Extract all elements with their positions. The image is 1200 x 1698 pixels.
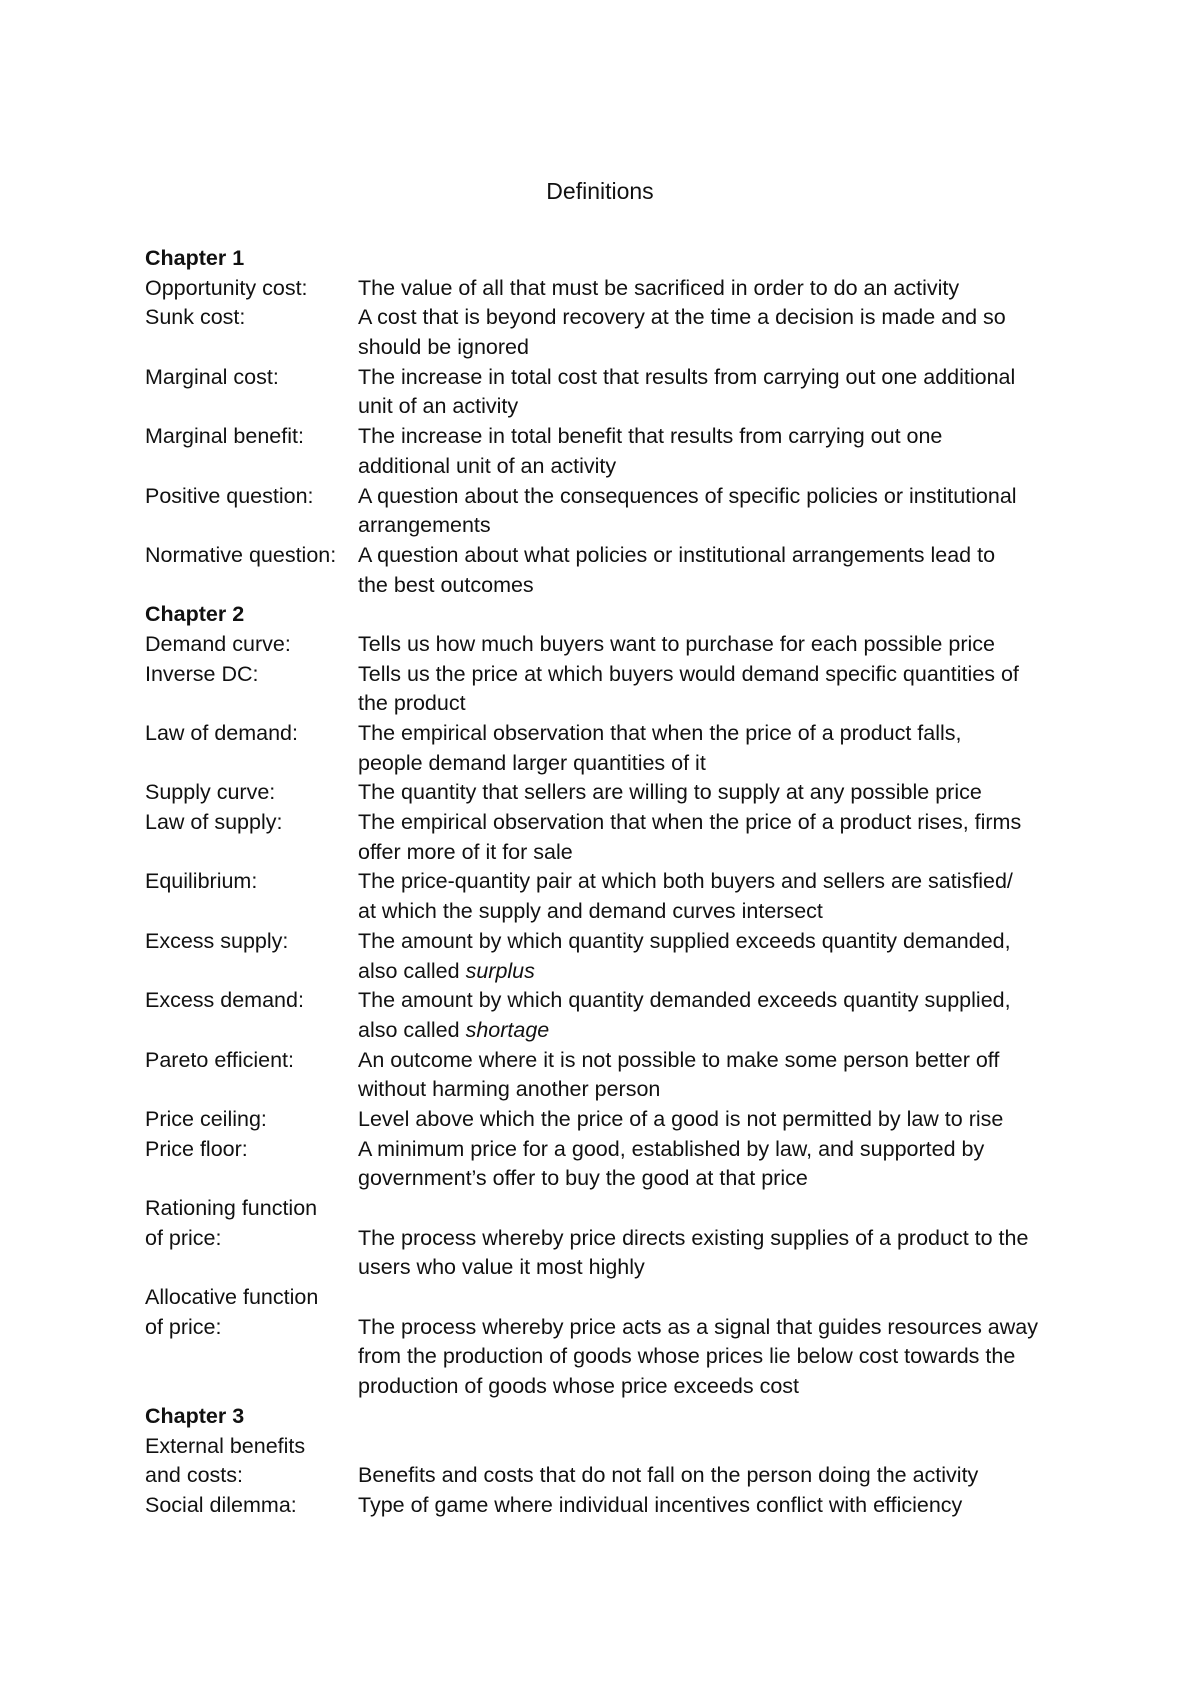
definition-entry (145, 1105, 1065, 1135)
chapter-heading: Chapter 2 (145, 602, 245, 627)
term-text: Supply curve: (145, 780, 276, 805)
term (145, 808, 358, 867)
spacer (358, 1194, 1065, 1224)
definition (358, 808, 1065, 867)
definition-entry (145, 630, 1065, 660)
definition (358, 1432, 1065, 1491)
definition-entry (145, 363, 1065, 422)
definition (358, 1194, 1065, 1283)
term-text: Law of demand: (145, 721, 298, 745)
definition-entry (145, 482, 1065, 541)
term-text: Marginal cost: (145, 364, 279, 389)
definition-text: from the production of goods whose prices lie below cost towards the (358, 1344, 1016, 1369)
definition-entry (145, 927, 1065, 986)
definition-text: The empirical observation that when the price of a product rises, firms (358, 810, 1022, 835)
spacer (358, 1283, 1065, 1313)
definition-text: the product (358, 691, 466, 716)
definition (358, 482, 1065, 541)
term-text: Normative question: (145, 542, 337, 567)
definition-entry (145, 303, 1065, 362)
definition-text: Tells us the price at which buyers would demand specific quantities of (358, 661, 1019, 686)
definition-text: additional unit of an activity (358, 453, 617, 478)
definition-text: should be ignored (358, 335, 529, 360)
definition-entry (145, 719, 1065, 778)
definition (358, 1135, 1065, 1194)
definition (358, 927, 1065, 986)
chapter-heading: Chapter 1 (145, 246, 245, 270)
definition-text: A minimum price for a good, established by law, and supported by (358, 1136, 985, 1161)
term (145, 660, 358, 719)
term-text: Inverse DC: (145, 661, 259, 686)
chapter-heading: Chapter 3 (145, 1403, 245, 1428)
definition-entry (145, 1491, 1065, 1521)
definition-text: The increase in total cost that results from carrying out one additional (358, 364, 1016, 389)
term (145, 1491, 358, 1521)
definition-entry (145, 541, 1065, 600)
definition-text: Level above which the price of a good is not permitted by law to rise (358, 1106, 1004, 1131)
definition (358, 867, 1065, 926)
definition-text: The process whereby price acts as a signal that guides resources away (358, 1314, 1038, 1339)
term-text: Pareto efficient: (145, 1047, 294, 1072)
definition-entry (145, 1046, 1065, 1105)
term-text: Demand curve: (145, 631, 291, 656)
definition-text-line (358, 1016, 1065, 1046)
term (145, 1046, 358, 1105)
definition-text: people demand larger quantities of it (358, 750, 706, 775)
definition (358, 363, 1065, 422)
definition-text: government’s offer to buy the good at that price (358, 1166, 808, 1191)
page-title: Definitions (546, 178, 654, 204)
term (145, 719, 358, 778)
term (145, 274, 358, 304)
term (145, 986, 358, 1045)
definition (358, 1283, 1065, 1402)
term-text: of price: (145, 1314, 222, 1339)
term-text: Rationing function (145, 1196, 318, 1220)
term-text: Excess demand: (145, 988, 304, 1013)
term-text: of price: (145, 1225, 222, 1250)
term (145, 867, 358, 926)
definition-text: the best outcomes (358, 572, 534, 597)
definition-text: The empirical observation that when the price of a product falls, (358, 721, 962, 745)
term (145, 422, 358, 481)
definition-text: The amount by which quantity supplied exceeds quantity demanded, (358, 928, 1011, 953)
definition-entry (145, 422, 1065, 481)
definition-text: at which the supply and demand curves intersect (358, 899, 823, 924)
term (145, 482, 358, 541)
definition-entry (145, 778, 1065, 808)
definition-entry (145, 1283, 1065, 1402)
term (145, 303, 358, 362)
definition-text-line (358, 957, 1065, 987)
term (145, 927, 358, 986)
definition-entry (145, 986, 1065, 1045)
term (145, 1432, 358, 1491)
definition-entry (145, 867, 1065, 926)
definition (358, 719, 1065, 778)
definition-entry (145, 660, 1065, 719)
definition-text: users who value it most highly (358, 1255, 645, 1280)
definition-italic-term: shortage (465, 1017, 550, 1042)
definition-entry (145, 1135, 1065, 1194)
term-text: External benefits (145, 1433, 306, 1458)
definition (358, 778, 1065, 808)
definition (358, 630, 1065, 660)
spacer (358, 1432, 1065, 1462)
term-text: Allocative function (145, 1285, 319, 1310)
term (145, 363, 358, 422)
definition (358, 660, 1065, 719)
term (145, 1283, 358, 1402)
definition-text: also called (358, 958, 466, 983)
term-text: Positive question: (145, 483, 314, 508)
definition (358, 1105, 1065, 1135)
definition-text: Benefits and costs that do not fall on the person doing the activity (358, 1463, 979, 1488)
definition (358, 1491, 1065, 1521)
term (145, 778, 358, 808)
definition-text: Tells us how much buyers want to purchase for each possible price (358, 631, 995, 656)
definitions-list (145, 244, 1065, 1521)
definition (358, 986, 1065, 1045)
definition-entry (145, 1432, 1065, 1491)
term-text: Opportunity cost: (145, 275, 308, 300)
term (145, 541, 358, 600)
definition-text: production of goods whose price exceeds cost (358, 1374, 800, 1399)
definition-text: The value of all that must be sacrificed in order to do an activity (358, 275, 960, 300)
definition-text: The process whereby price directs existing supplies of a product to the (358, 1225, 1029, 1250)
term-text: Marginal benefit: (145, 424, 304, 449)
definition-text: The increase in total benefit that results from carrying out one (358, 424, 943, 449)
term-text: Equilibrium: (145, 869, 258, 894)
definition-text: A question about the consequences of specific policies or institutional (358, 483, 1017, 508)
term (145, 1105, 358, 1135)
definition-text: The quantity that sellers are willing to supply at any possible price (358, 780, 982, 805)
definition (358, 303, 1065, 362)
definition-text: A cost that is beyond recovery at the time a decision is made and so (358, 305, 1006, 330)
definition-italic-term: surplus (465, 958, 535, 983)
definition (358, 422, 1065, 481)
definition-text: offer more of it for sale (358, 839, 573, 864)
term-text: Social dilemma: (145, 1492, 297, 1517)
term-text: Excess supply: (145, 928, 289, 953)
term (145, 1135, 358, 1194)
definition (358, 1046, 1065, 1105)
definition-text: unit of an activity (358, 394, 519, 419)
definition-entry (145, 808, 1065, 867)
definition-text: also called (358, 1017, 466, 1042)
term (145, 1194, 358, 1283)
definition-text: An outcome where it is not possible to make some person better off (358, 1047, 1000, 1072)
definition-text: The amount by which quantity demanded exceeds quantity supplied, (358, 988, 1011, 1013)
term-text: Price floor: (145, 1136, 248, 1161)
definition-text: A question about what policies or institutional arrangements lead to (358, 542, 996, 567)
term-text: Price ceiling: (145, 1106, 267, 1131)
term-text: Sunk cost: (145, 305, 246, 330)
definition-text: The price-quantity pair at which both buyers and sellers are satisfied/ (358, 869, 1013, 894)
definition-entry (145, 1194, 1065, 1283)
definition-text: arrangements (358, 513, 491, 538)
term-text: and costs: (145, 1463, 243, 1488)
definition (358, 541, 1065, 600)
term-text: Law of supply: (145, 810, 283, 835)
definition (358, 274, 1065, 304)
term (145, 630, 358, 660)
definition-text: Type of game where individual incentives conflict with efficiency (358, 1492, 963, 1517)
definition-text: without harming another person (358, 1077, 661, 1102)
definition-entry (145, 274, 1065, 304)
